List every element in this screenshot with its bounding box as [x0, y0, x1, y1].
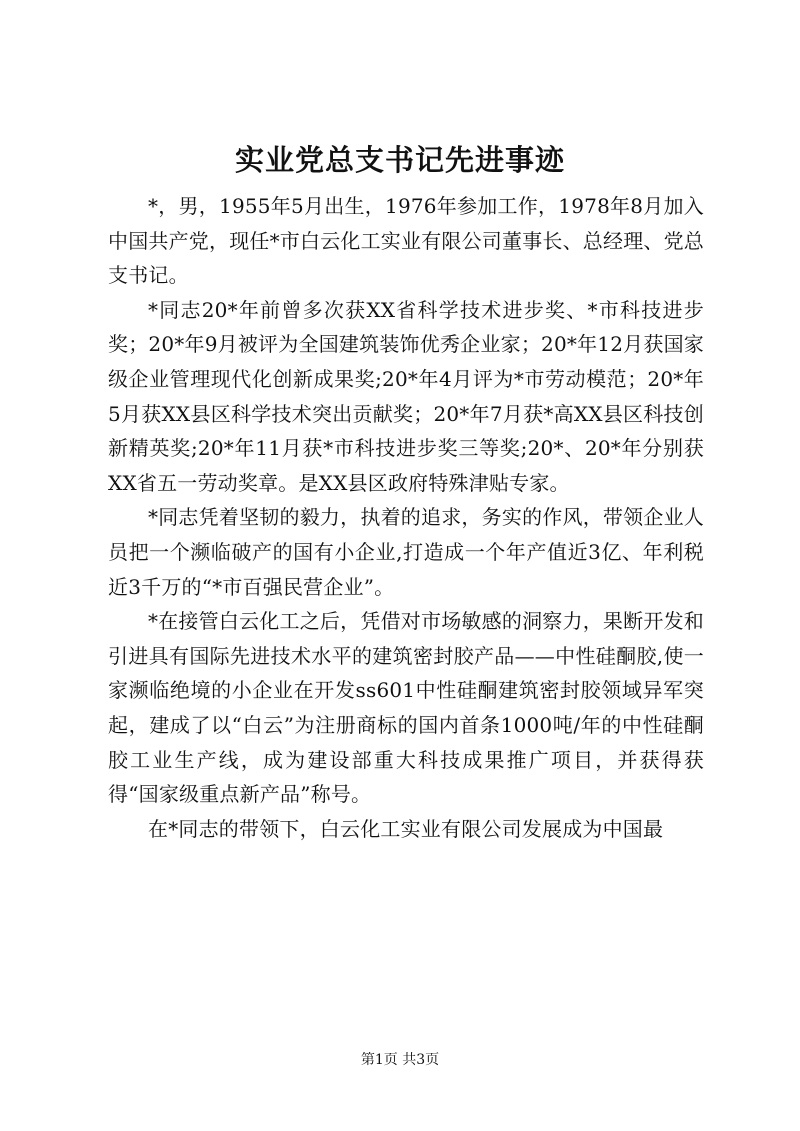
document-body	[108, 189, 704, 846]
paragraph-leadership: *同志凭着坚韧的毅力，执着的追求，务实的作风，带领企业人员把一个濒临破产的国有小企业,打造成一个年产值近3亿、年利税近3千万的“*市百强民营企业”。	[108, 505, 704, 599]
page-title: 实业党总支书记先进事迹	[234, 143, 565, 177]
paragraph-product-development: *在接管白云化工之后，凭借对市场敏感的洞察力，果断开发和引进具有国际先进技术水平的建筑密封胶产品——中性硅酮胶,使一家濒临绝境的小企业在开发ss601中性硅酮建筑密封胶领域异军突起，建成了以“白云”为注册商标的国内首条1000吨/年的中性硅酮胶工业生产线，成为建设部重大科技成果推广项目，并获得获得“国家级重点新产品”称号。	[108, 609, 704, 807]
paragraph-intro: *，男，1955年5月出生，1976年参加工作，1978年8月加入中国共产党，现任*市白云化工实业有限公司董事长、总经理、党总支书记。	[108, 194, 704, 288]
page-footer: 第1页 共3页	[360, 1052, 440, 1068]
paragraph-awards: *同志20*年前曾多次获XX省科学技术进步奖、*市科技进步奖；20*年9月被评为全国建筑装饰优秀企业家；20*年12月获国家级企业管理现代化创新成果奖;20*年4月评为*市劳动模范；20*年5月获XX县区科学技术突出贡献奖；20*年7月获*高XX县区科技创新精英奖;20*年11月获*市科技进步奖三等奖;20*、20*年分别获XX省五一劳动奖章。是XX县区政府特殊津贴专家。	[108, 297, 704, 495]
paragraph-company-growth: 在*同志的带领下，白云化工实业有限公司发展成为中国最	[148, 816, 664, 841]
